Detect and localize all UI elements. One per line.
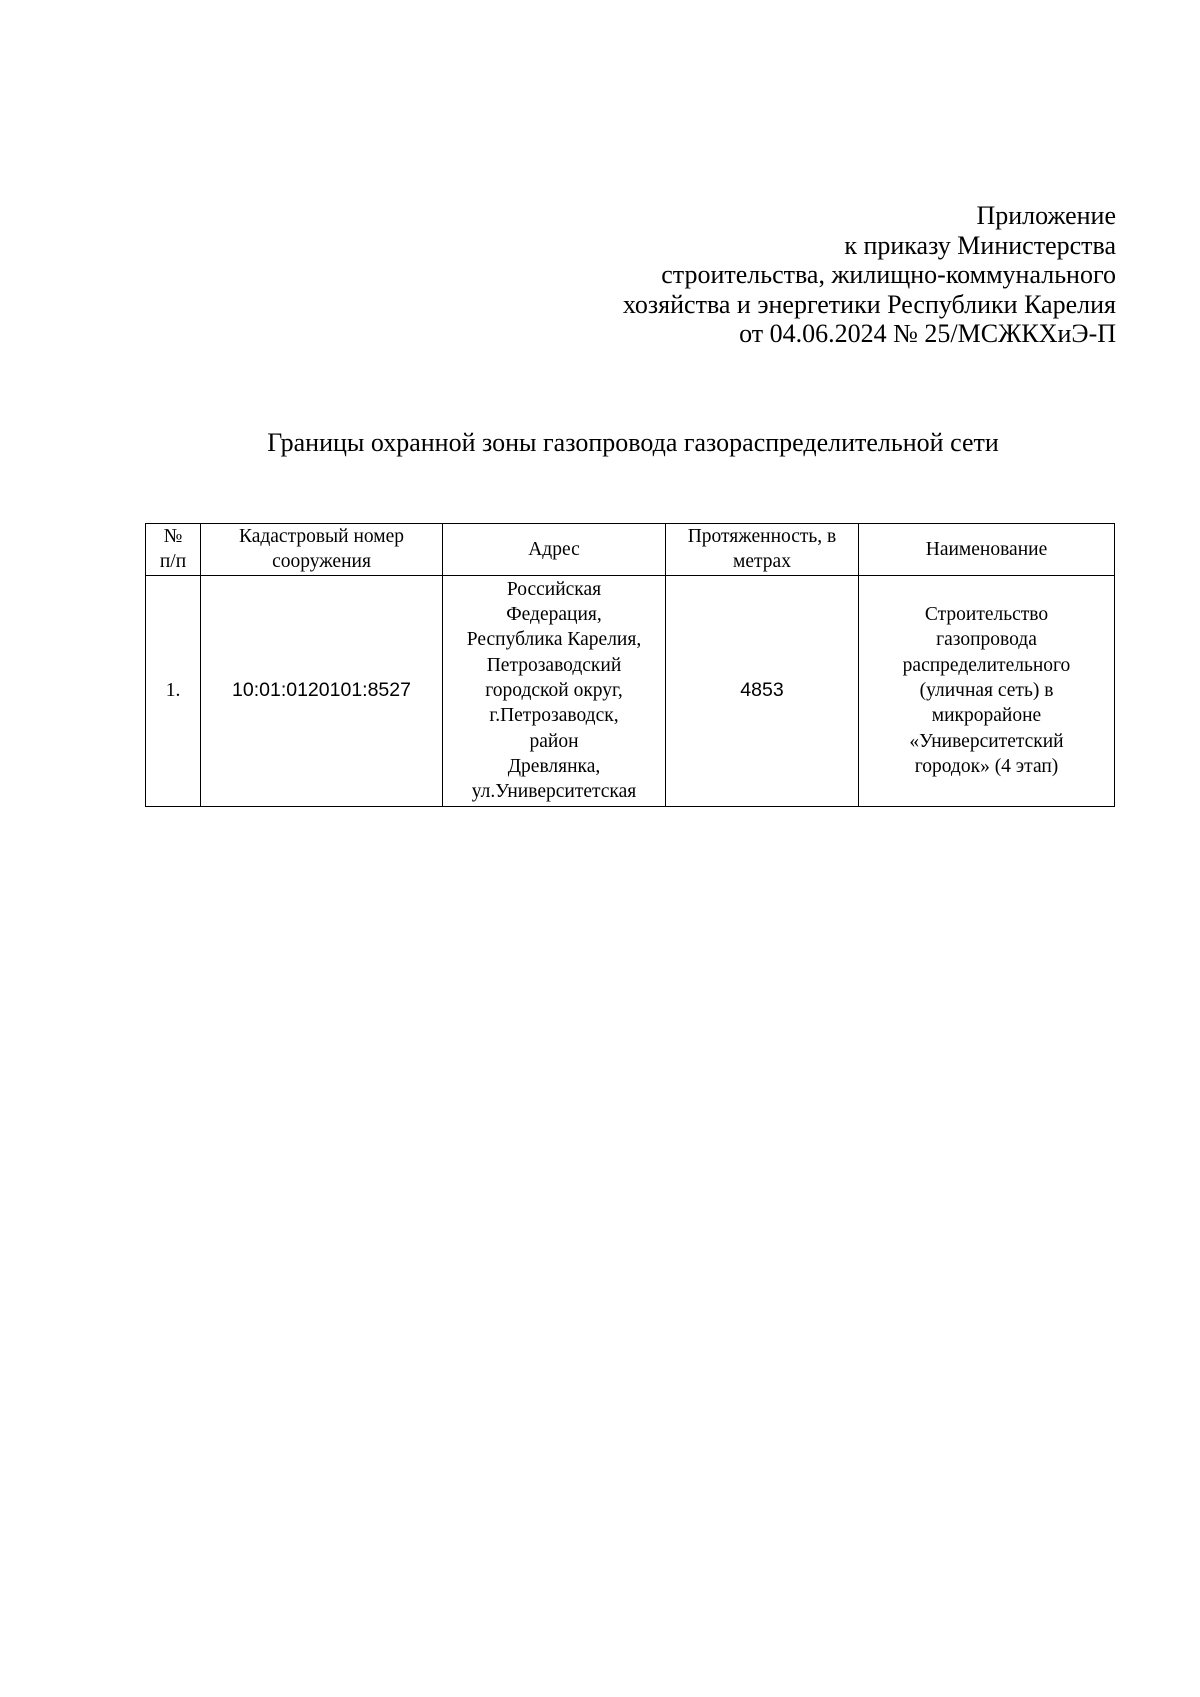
name-line: распределительного	[902, 654, 1071, 676]
address-line: Российская	[506, 578, 602, 600]
name-line: Строительство	[924, 604, 1049, 626]
document-title: Границы охранной зоны газопровода газораспределительной сети	[267, 428, 999, 457]
gas-pipeline-zone-table	[145, 523, 1115, 807]
table-header-row	[146, 524, 1115, 576]
header-length-line: Протяженность, в	[687, 526, 837, 547]
header-number-line: №	[163, 526, 183, 547]
appendix-line: к приказу Министерства	[844, 230, 1116, 260]
name-line: городок» (4 этап)	[914, 755, 1059, 777]
header-name	[859, 524, 1115, 576]
address-line: г.Петрозаводск,	[489, 705, 619, 727]
header-name-line: Наименование	[925, 538, 1048, 560]
header-cadastral-line: Кадастровый номер	[238, 526, 405, 547]
appendix-order-number: от 04.06.2024 № 25/МСЖКХиЭ-П	[739, 319, 1116, 348]
header-length-line: метрах	[733, 551, 791, 573]
address-line: Петрозаводский	[486, 654, 622, 676]
header-length	[666, 524, 859, 576]
appendix-line: строительства, жилищно-коммунального	[661, 260, 1116, 289]
header-cadastral	[201, 524, 443, 576]
header-number-line: п/п	[159, 551, 187, 573]
appendix-line: Приложение	[976, 201, 1116, 230]
header-address-line: Адрес	[528, 538, 580, 560]
cell-address	[443, 575, 666, 806]
cell-cadastral-number: 10:01:0120101:8527	[201, 575, 443, 806]
address-line: Республика Карелия,	[466, 629, 642, 651]
cell-length: 4853	[666, 575, 859, 806]
name-line: газопровода	[936, 629, 1037, 651]
header-number	[146, 524, 201, 576]
appendix-header	[496, 201, 1116, 349]
address-line: Древлянка,	[507, 755, 601, 777]
header-cadastral-line: сооружения	[272, 551, 371, 573]
address-line: городской округ,	[485, 679, 623, 701]
header-address	[443, 524, 666, 576]
address-line: район	[529, 730, 579, 752]
cell-name	[859, 575, 1115, 806]
name-line: микрорайоне	[931, 705, 1042, 727]
address-line: ул.Университетская	[471, 781, 637, 803]
table-row	[146, 575, 1115, 806]
address-line: Федерация,	[506, 604, 602, 626]
cell-number: 1.	[146, 575, 201, 806]
name-line: «Университетский	[909, 730, 1064, 752]
appendix-line: хозяйства и энергетики Республики Карелия	[622, 289, 1116, 319]
name-line: (уличная сеть) в	[919, 679, 1054, 701]
